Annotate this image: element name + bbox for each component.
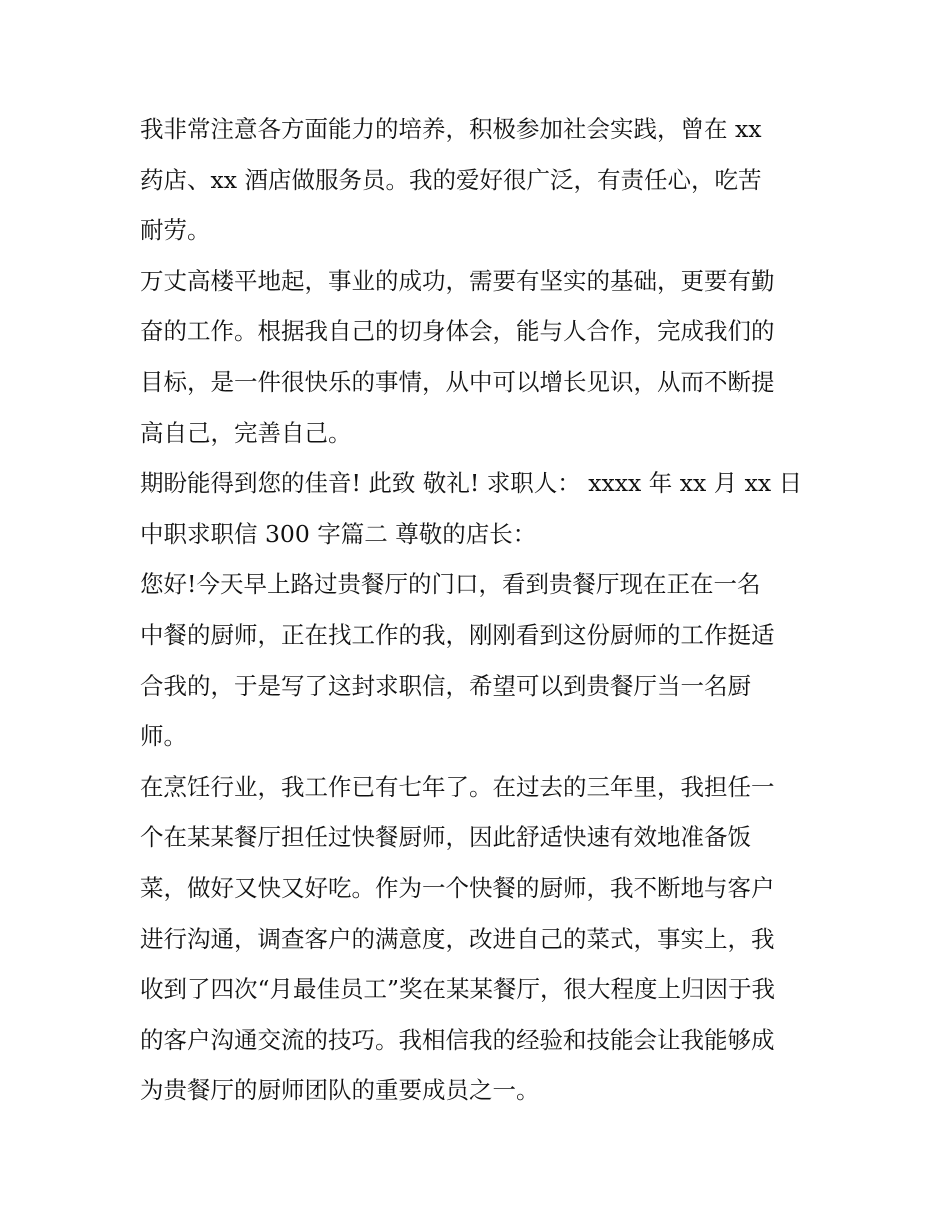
- text-line: 奋的工作。根据我自己的切身体会，能与人合作，完成我们的: [140, 317, 775, 346]
- text-line: 收到了四次“月最佳员工”奖在某某餐厅，很大程度上归因于我: [140, 975, 776, 1004]
- text-line: 合我的，于是写了这封求职信，希望可以到贵餐厅当一名厨: [140, 671, 751, 700]
- text-line: 个在某某餐厅担任过快餐厨师，因此舒适快速有效地准备饭: [140, 823, 751, 852]
- text-line: 为贵餐厅的厨师团队的重要成员之一。: [140, 1076, 540, 1105]
- text-line: 的客户沟通交流的技巧。我相信我的经验和技能会让我能够成: [140, 1025, 775, 1054]
- text-line: 耐劳。: [140, 216, 211, 245]
- text-line: 目标，是一件很快乐的事情，从中可以增长见识，从而不断提: [140, 367, 775, 396]
- text-line: 进行沟通，调查客户的满意度，改进自己的菜式，事实上，我: [140, 924, 775, 953]
- text-line: 中餐的厨师，正在找工作的我，刚刚看到这份厨师的工作挺适: [140, 620, 775, 649]
- letter-body: [140, 104, 820, 1116]
- text-line: 师。: [140, 722, 187, 751]
- text-line: 您好!今天早上路过贵餐厅的门口，看到贵餐厅现在正在一名: [140, 570, 761, 599]
- text-line: 高自己，完善自己。: [140, 418, 352, 447]
- text-line: 在烹饪行业，我工作已有七年了。在过去的三年里，我担任一: [140, 772, 775, 801]
- text-line: 菜，做好又快又好吃。作为一个快餐的厨师，我不断地与客户: [140, 873, 775, 902]
- text-line: 万丈高楼平地起，事业的成功，需要有坚实的基础，更要有勤: [140, 266, 775, 295]
- text-line: 我非常注意各方面能力的培养，积极参加社会实践，曾在 xx: [140, 115, 762, 143]
- text-line: 期盼能得到您的佳音! 此致 敬礼! 求职人： xxxx 年 xx 月 xx 日: [140, 469, 803, 498]
- text-line: 中职求职信 300 字篇二 尊敬的店长：: [140, 519, 537, 548]
- text-line: 药店、xx 酒店做服务员。我的爱好很广泛，有责任心，吃苦: [140, 165, 762, 194]
